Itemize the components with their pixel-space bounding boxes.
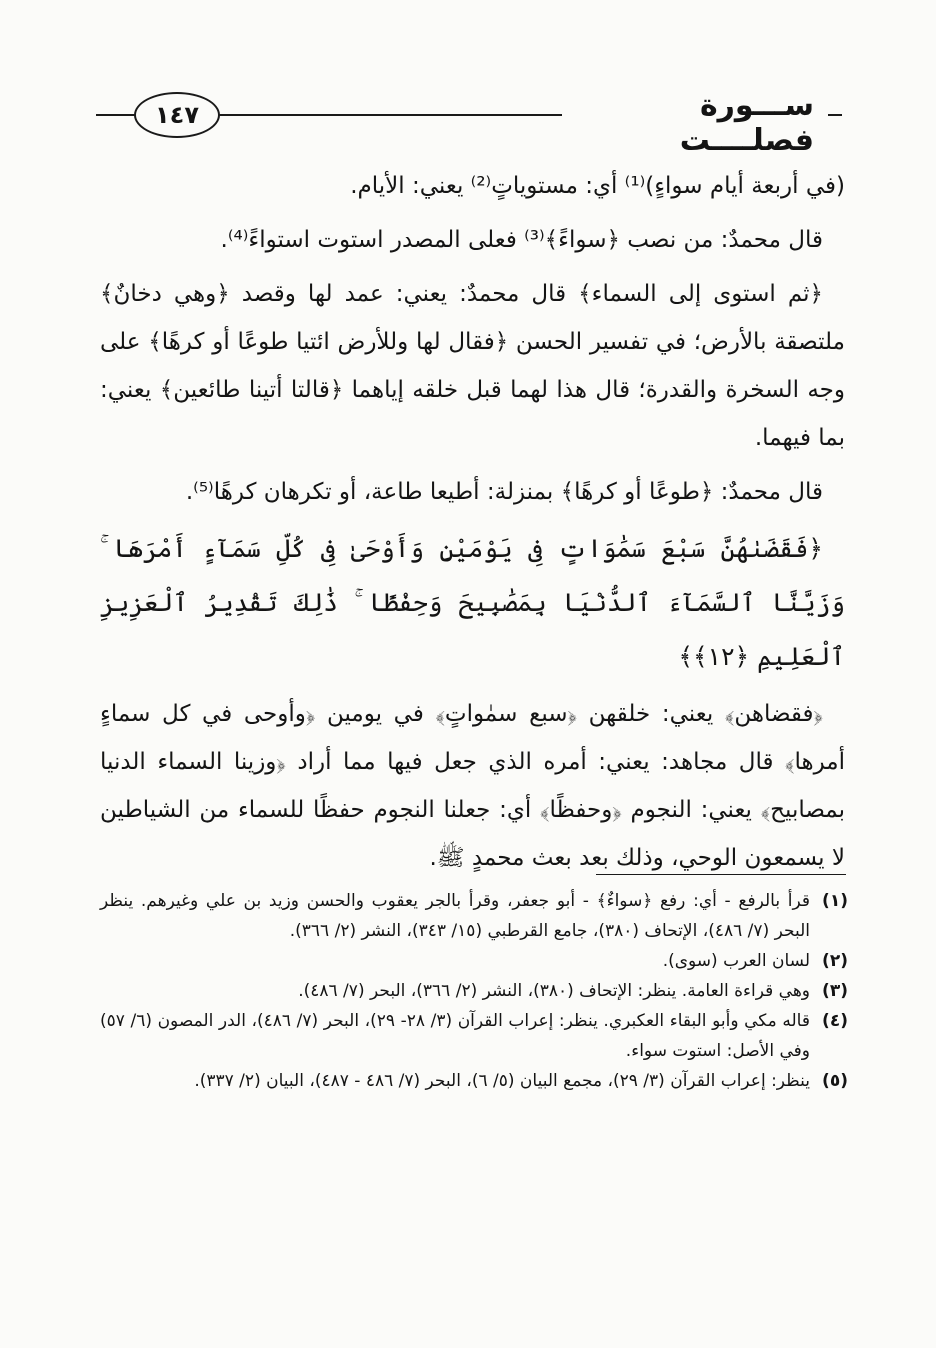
footnote-number: (٤) (822, 1011, 848, 1031)
page-number: ١٤٧ (134, 92, 220, 138)
paragraph-4: قال محمدٌ: ﴿طوعًا أو كرهًا﴾ بمنزلة: أطيعا طاعة، أو تكرهان كرهًا⁽⁵⁾. (185, 479, 823, 505)
footnote-text: قرأ بالرفع - أي: رفع ﴿سواءٌ﴾ - أبو جعفر، وقرأ بالجر يعقوب والحسن وزيد بن علي وغيرهم. ينظر البحر (٧/ ٤٨٦)، الإتحاف (٣٨٠)، جامع القرطبي (١٥/ ٣٤٣)، النشر (٢/ ٣٦٦). (100, 891, 810, 941)
paragraph-2: قال محمدٌ: من نصب ﴿سواءً﴾⁽³⁾ فعلى المصدر استوت استواءً⁽⁴⁾. (220, 227, 823, 253)
main-text (100, 162, 845, 888)
page-header (96, 86, 842, 158)
footnote (100, 886, 848, 946)
footnote-text: ينظر: إعراب القرآن (٣/ ٢٩)، مجمع البيان (٥/ ٦)، البحر (٧/ ٤٨٦ - ٤٨٧)، البيان (٢/ ٣٣٧). (194, 1071, 810, 1091)
quran-verse: ﴿فَقَضَىٰهُنَّ سَبْعَ سَمَٰوَاتٍ فِى يَوْمَيْنِ وَأَوْحَىٰ فِى كُلِّ سَمَآءٍ أَمْرَهَا ۚ وَزَيَّنَّا ٱلسَّمَآءَ ٱلدُّنْيَا بِمَصَٰبِيحَ وَحِفْظًا ۚ ذَٰلِكَ تَقْدِيرُ ٱلْعَزِيزِ ٱلْعَلِيمِ ﴿١٢﴾﴾ (100, 534, 845, 671)
paragraph-3: ﴿ثم استوى إلى السماء﴾ قال محمدٌ: يعني: عمد لها وقصد ﴿وهي دخانٌ﴾ ملتصقة بالأرض؛ في تفسير الحسن ﴿فقال لها وللأرض ائتيا طوعًا أو كرهًا﴾ على وجه السخرة والقدرة؛ قال هذا لهما قبل خلقه إياهما ﴿قالتا أتينا طائعين﴾ يعني: بما فيهما. (100, 281, 845, 451)
footnotes (100, 886, 848, 1096)
footnote-text: لسان العرب (سوى). (662, 951, 810, 971)
footnote-number: (١) (822, 891, 848, 911)
paragraph-5: ﴿فقضاهن﴾ يعني: خلقهن ﴿سبع سمٰواتٍ﴾ في يومين ﴿وأوحى في كل سماءٍ أمرها﴾ قال مجاهد: يعني: أمره الذي جعل فيها مما أراد ﴿وزينا السماء الدنيا بمصابيح﴾ يعني: النجوم ﴿وحفظًا﴾ أي: جعلنا النجوم حفظًا للسماء من الشياطين لا يسمعون الوحي، وذلك بعد بعث محمدٍ ﷺ. (100, 701, 845, 871)
surah-title: ســـورة فصلــــت (679, 88, 814, 158)
footnote-separator (596, 874, 846, 875)
header-rule (214, 114, 562, 116)
footnote (100, 946, 848, 976)
footnote-text: قاله مكي وأبو البقاء العكبري. ينظر: إعراب القرآن (٣/ ٢٨- ٢٩)، البحر (٧/ ٤٨٦)، الدر المصون (٦/ ٥٧) وفي الأصل: استوت سواء. (100, 1011, 810, 1061)
footnote (100, 1066, 848, 1096)
header-rule-left (96, 114, 136, 116)
footnote (100, 1006, 848, 1066)
footnote-number: (٢) (822, 951, 848, 971)
footnote (100, 976, 848, 1006)
footnote-number: (٣) (822, 981, 848, 1001)
footnote-number: (٥) (822, 1071, 848, 1091)
header-rule-right (828, 114, 842, 116)
paragraph-1: (في أربعة أيام سواءٍ)⁽¹⁾ أي: مستوياتٍ⁽²⁾ يعني: الأيام. (350, 173, 845, 199)
footnote-text: وهي قراءة العامة. ينظر: الإتحاف (٣٨٠)، النشر (٢/ ٣٦٦)، البحر (٧/ ٤٨٦). (298, 981, 810, 1001)
